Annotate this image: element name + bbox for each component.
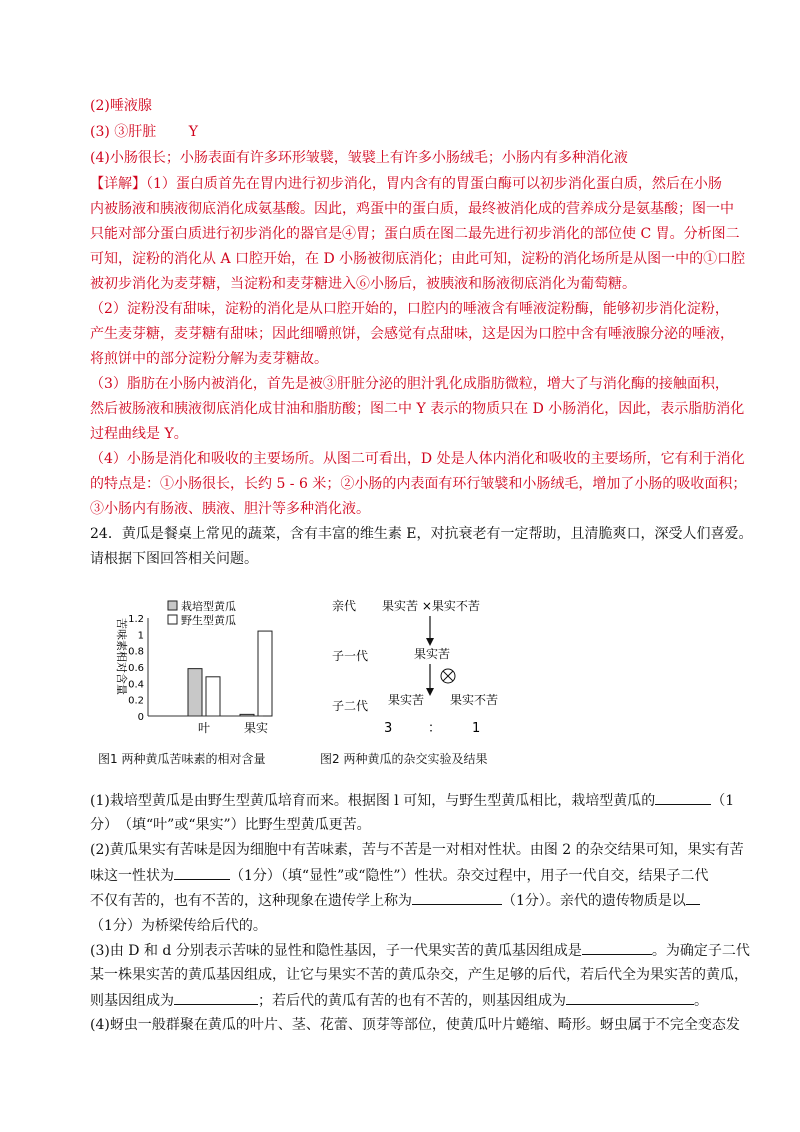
- y-tick-label: 0.8: [128, 646, 144, 658]
- explanation-line: 被初步消化为麦芽糖，当淀粉和麦芽糖进入⑥小肠后，被胰液和肠液彻底消化为葡萄糖。: [90, 276, 636, 292]
- ratio-right: 1: [472, 721, 481, 736]
- question-2-line-4: （1分）为桥梁传给后代的。: [90, 918, 267, 934]
- answer-blank[interactable]: [686, 890, 700, 905]
- question-24-stem: 24．黄瓜是餐桌上常见的蔬菜，含有丰富的维生素 E，对抗衰老有一定帮助，且清脆爽口，深受人们喜爱。: [90, 526, 753, 542]
- bar-wild-leaf: [206, 677, 220, 716]
- answer-blank[interactable]: [174, 990, 258, 1005]
- parent-cross: 果实苦 ×果实不苦: [382, 599, 480, 613]
- legend-label: 野生型黄瓜: [181, 614, 236, 627]
- explanation-line: 可知，淀粉的消化从 A 口腔开始，在 D 小肠被彻底消化；由此可知，淀粉的消化场所是从图一中的①口腔: [90, 251, 746, 267]
- figure-2-caption: 图2 两种黄瓜的杂交实验及结果: [320, 752, 488, 766]
- explanation-line: 【详解】（1）蛋白质首先在胃内进行初步消化，胃内含有的胃蛋白酶可以初步消化蛋白质，然后在小肠: [90, 176, 722, 192]
- f1-label: 子一代: [332, 649, 369, 663]
- legend-swatch: [168, 601, 177, 610]
- y-tick-label: 1.2: [128, 614, 144, 625]
- bar-cultivated-leaf: [188, 669, 202, 716]
- question-24-stem-2: 请根据下图回答相关问题。: [90, 551, 258, 567]
- figure-2-cross-diagram: [322, 596, 532, 746]
- answer-3: (3) ③肝脏 Y: [90, 124, 198, 140]
- figure-1-bar-chart: [88, 598, 288, 748]
- explanation-line: 过程曲线是 Y。: [90, 426, 188, 442]
- explanation-line: （3）脂肪在小肠内被消化，首先是被③肝脏分泌的胆汁乳化成脂肪微粒，增大了与消化酶的接触面积，: [90, 376, 729, 392]
- question-4: (4)蚜虫一般群聚在黄瓜的叶片、茎、花蕾、顶芽等部位，使黄瓜叶片蜷缩、畸形。蚜虫属于不完全变态发: [90, 1017, 740, 1033]
- question-3-line-3: 则基因组成为 ；若后代的黄瓜有苦的也有不苦的，则基因组成为 。: [90, 990, 708, 1011]
- legend-label: 栽培型黄瓜: [181, 600, 236, 613]
- f2-label: 子二代: [332, 699, 369, 713]
- legend-swatch: [168, 615, 177, 624]
- explanation-line: ③小肠内有肠液、胰液、胆汁等多种消化液。: [90, 501, 370, 517]
- explanation-line: 只能对部分蛋白质进行初步消化的器官是④胃；蛋白质在图二最先进行初步消化的部位使 C 胃。分析图二: [90, 226, 740, 242]
- answer-2: (2)唾液腺: [90, 98, 152, 114]
- bar-wild-fruit: [258, 631, 272, 716]
- y-tick-label: 1: [137, 630, 144, 642]
- question-1-cont: 分） （填“叶”或“果实”）比野生型黄瓜更苦。: [90, 817, 371, 833]
- y-tick-label: 0: [137, 712, 144, 723]
- self-cross-icon: [441, 669, 455, 683]
- arrow-head: [426, 688, 434, 696]
- answer-4: (4)小肠很长；小肠表面有许多环形皱襞，皱襞上有许多小肠绒毛；小肠内有多种消化液: [90, 150, 628, 166]
- question-2-line-3: 不仅有苦的，也有不苦的，这种现象在遗传学上称为 （1分）。亲代的遗传物质是以: [90, 890, 700, 911]
- explanation-line: 然后被肠液和胰液彻底消化成甘油和脂肪酸；图二中 Y 表示的物质只在 D 小肠消化，因此，表示脂肪消化: [90, 401, 745, 417]
- f2-left: 果实苦: [388, 693, 425, 707]
- y-axis-label: 苦味素相对含量: [115, 618, 128, 695]
- ratio-colon: ：: [428, 721, 442, 736]
- ratio-left: 3: [384, 721, 393, 736]
- bar-chart-svg: [88, 598, 288, 748]
- explanation-line: （2）淀粉没有甜味，淀粉的消化是从口腔开始的，口腔内的唾液含有唾液淀粉酶，能够初步消化淀粉，: [90, 301, 729, 317]
- arrow-head: [426, 638, 434, 646]
- explanation-line: 的特点是：①小肠很长，长约 5 - 6 米；②小肠的内表面有环行皱襞和小肠绒毛，增加了小肠的吸收面积；: [90, 476, 747, 492]
- answer-blank[interactable]: [174, 865, 230, 880]
- answer-blank[interactable]: [582, 940, 652, 955]
- question-3: (3)由 D 和 d 分别表示苦味的显性和隐性基因，子一代果实苦的黄瓜基因组成是 。为确定子二代: [90, 940, 750, 961]
- figure-1-caption: 图1 两种黄瓜苦味素的相对含量: [98, 752, 266, 766]
- question-3-line-2: 某一株果实苦的黄瓜基因组成，让它与果实不苦的黄瓜杂交，产生足够的后代，若后代全为果实苦的黄瓜，: [90, 967, 748, 983]
- f2-right: 果实不苦: [450, 693, 499, 707]
- explanation-line: 将煎饼中的部分淀粉分解为麦芽糖故。: [90, 351, 328, 367]
- f1-phenotype: 果实苦: [414, 647, 451, 661]
- answer-blank[interactable]: [566, 990, 694, 1005]
- parent-label: 亲代: [332, 599, 357, 613]
- x-category-label: 叶: [197, 721, 211, 735]
- question-2: (2)黄瓜果实有苦味是因为细胞中有苦味素，苦与不苦是一对相对性状。由图 2 的杂交结果可知，果实有苦: [90, 842, 744, 858]
- explanation-line: 产生麦芽糖，麦芽糖有甜味；因此细嚼煎饼，会感觉有点甜味，这是因为口腔中含有唾液腺分泌的唾液，: [90, 326, 734, 342]
- answer-blank[interactable]: [655, 790, 711, 805]
- y-tick-label: 0.4: [128, 679, 144, 691]
- question-1: (1)栽培型黄瓜是由野生型黄瓜培育而来。根据图 l 可知，与野生型黄瓜相比，栽培型黄瓜的 （1: [90, 790, 734, 811]
- y-tick-label: 0.2: [128, 695, 144, 707]
- cross-diagram-svg: [322, 596, 532, 746]
- answer-blank[interactable]: [412, 890, 502, 905]
- x-category-label: 果实: [243, 721, 269, 735]
- explanation-line: （4）小肠是消化和吸收的主要场所。从图二可看出，D 处是人体内消化和吸收的主要场所，它有利于消化: [90, 451, 745, 467]
- explanation-line: 内被肠液和胰液彻底消化成氨基酸。因此，鸡蛋中的蛋白质，最终被消化成的营养成分是氨基酸；图一中: [90, 201, 734, 217]
- question-2-line-2: 味这一性状为 （1分）（填“显性”或“隐性”）性状。杂交过程中，用子一代自交，结果子二代: [90, 865, 709, 886]
- y-tick-label: 0.6: [128, 663, 144, 674]
